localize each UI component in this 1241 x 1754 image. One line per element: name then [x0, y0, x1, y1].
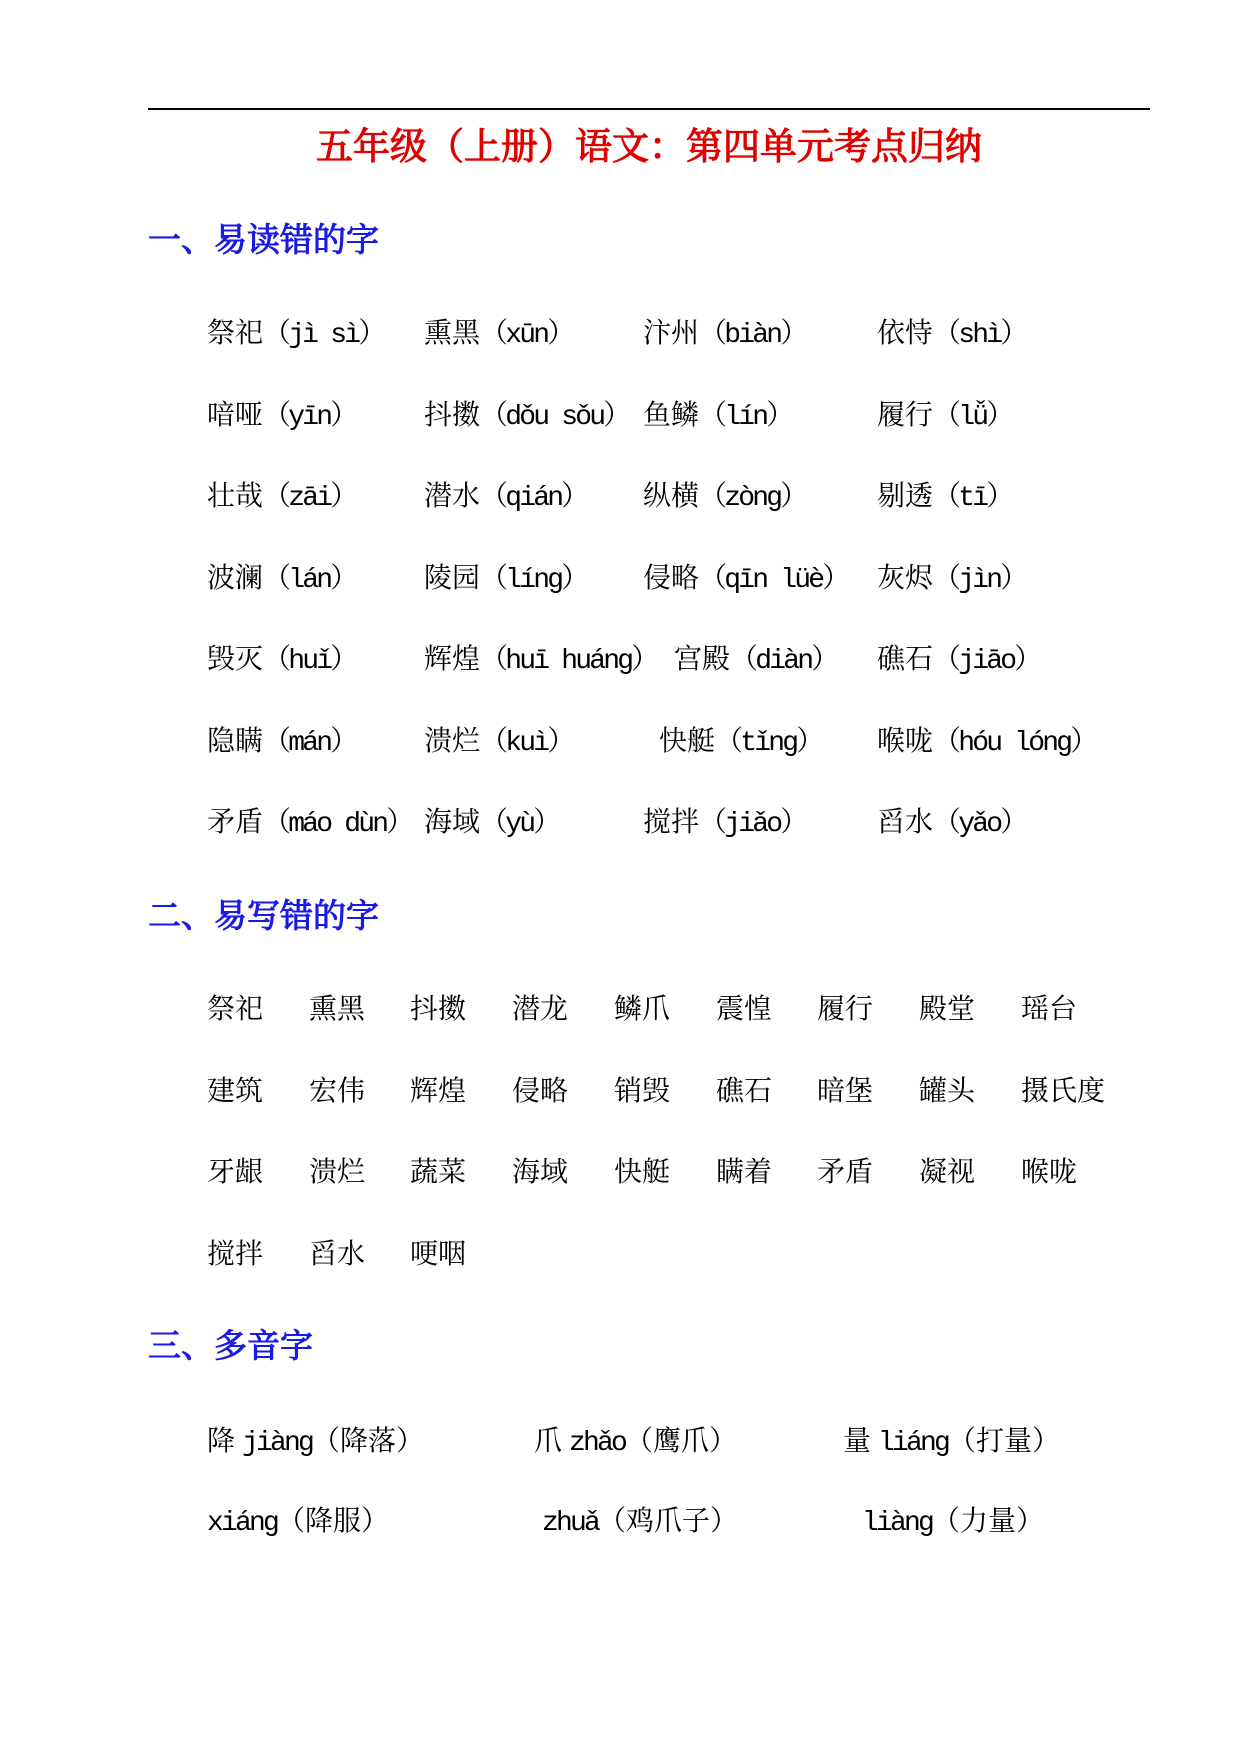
- miswritten-row: [0, 989, 1241, 1071]
- polyphone-char: 降: [207, 1424, 236, 1457]
- misread-entry: [877, 395, 1011, 438]
- entry-pinyin: （biàn）: [699, 320, 806, 351]
- entry-pinyin: （zāi）: [263, 483, 356, 514]
- misread-entry: [207, 802, 411, 845]
- entry-pinyin: （máo dùn）: [263, 809, 412, 840]
- misread-entry: [643, 313, 805, 356]
- entry-word: 搅拌: [643, 805, 700, 838]
- entry-pinyin: （diàn）: [730, 646, 837, 677]
- miswritten-word: 矛盾: [817, 1155, 874, 1189]
- polyphone-entry: [843, 1421, 1060, 1464]
- entry-word: 熏黑: [424, 316, 481, 349]
- miswritten-row: [0, 1071, 1241, 1153]
- entry-pinyin: （lán）: [263, 564, 356, 596]
- entry-pinyin: （qīn lüè）: [699, 564, 848, 596]
- miswritten-word: 宏伟: [309, 1073, 366, 1107]
- entry-pinyin: （yǎo）: [933, 809, 1026, 840]
- misread-entry: [424, 476, 586, 519]
- polyphone-pinyin: zhuǎ: [542, 1508, 599, 1539]
- entry-pinyin: （xūn）: [480, 320, 573, 351]
- entry-pinyin: （jì sì）: [263, 320, 384, 351]
- entry-word: 辉煌: [424, 642, 481, 675]
- misread-row: [0, 639, 1241, 721]
- miswritten-word: 销毁: [614, 1073, 671, 1107]
- entry-word: 壮哉: [207, 479, 264, 512]
- misread-entry: [643, 802, 805, 845]
- polyphone-example: （鹰爪）: [625, 1424, 738, 1457]
- polyphone-example: （降落）: [312, 1424, 425, 1457]
- page-title: 五年级（上册）语文：第四单元考点归纳: [316, 124, 982, 168]
- entry-word: 抖擞: [424, 397, 481, 431]
- miswritten-word: 震惶: [716, 992, 773, 1025]
- entry-pinyin: （líng）: [480, 564, 587, 596]
- misread-row: [0, 313, 1241, 395]
- polyphone-entry: [207, 1501, 389, 1544]
- entry-word: 纵横: [643, 479, 700, 512]
- misread-row: [0, 802, 1241, 884]
- entry-pinyin: （zòng）: [699, 483, 806, 514]
- misread-entry: [877, 721, 1095, 764]
- miswritten-word: 潜龙: [512, 992, 569, 1025]
- misread-row: [0, 476, 1241, 558]
- miswritten-word: 凝视: [919, 1155, 976, 1189]
- polyphone-example: （打量）: [948, 1424, 1061, 1457]
- entry-word: 依恃: [877, 316, 934, 349]
- misread-entry: [207, 639, 355, 682]
- misread-entry: [424, 721, 572, 764]
- polyphone-pinyin: zhǎo: [569, 1428, 626, 1459]
- misread-row: [0, 395, 1241, 477]
- miswritten-word: 瞒着: [716, 1155, 773, 1189]
- misread-row: [0, 721, 1241, 803]
- entry-word: 喉咙: [877, 723, 934, 757]
- miswritten-word: 抖擞: [410, 992, 467, 1025]
- entry-pinyin: （tī）: [933, 483, 1012, 514]
- miswritten-word: 祭祀: [207, 992, 264, 1025]
- miswritten-word: 侵略: [512, 1073, 569, 1107]
- polyphone-row: [0, 1421, 1241, 1501]
- misread-entry: [207, 721, 355, 764]
- entry-word: 喑哑: [207, 397, 264, 431]
- polyphone-list: [0, 1421, 1241, 1581]
- section-heading-polyphones: 三、多音字: [148, 1326, 313, 1365]
- misread-entry: [424, 313, 572, 356]
- miswritten-word: 鳞爪: [614, 992, 671, 1025]
- miswritten-word: 暗堡: [817, 1073, 874, 1107]
- entry-word: 溃烂: [424, 723, 481, 757]
- miswritten-word: 喉咙: [1021, 1155, 1078, 1189]
- entry-word: 毁灭: [207, 642, 264, 675]
- entry-word: 波澜: [207, 560, 264, 594]
- misread-entry: [659, 721, 821, 764]
- entry-word: 灰烬: [877, 560, 934, 594]
- polyphone-pinyin: xiáng: [207, 1508, 278, 1539]
- entry-word: 侵略: [643, 560, 700, 594]
- polyphone-example: （鸡爪子）: [598, 1504, 739, 1537]
- misread-entry: [207, 313, 383, 356]
- miswritten-word: 牙龈: [207, 1155, 264, 1189]
- miswritten-word: 溃烂: [309, 1155, 366, 1189]
- misread-entry: [877, 313, 1025, 356]
- misread-entry: [424, 639, 656, 682]
- entry-word: 隐瞒: [207, 723, 264, 757]
- polyphone-entry: [542, 1501, 738, 1544]
- entry-pinyin: （hóu lóng）: [933, 727, 1096, 759]
- misread-entry: [877, 802, 1025, 845]
- entry-pinyin: （lǚ）: [933, 401, 1012, 433]
- polyphone-char: 爪: [534, 1424, 563, 1457]
- miswritten-word: 快艇: [614, 1155, 671, 1189]
- entry-pinyin: （yīn）: [263, 401, 356, 433]
- miswritten-word: 礁石: [716, 1073, 773, 1107]
- entry-pinyin: （mán）: [263, 727, 356, 759]
- entry-pinyin: （qián）: [480, 483, 587, 514]
- entry-word: 剔透: [877, 479, 934, 512]
- miswritten-word: 舀水: [309, 1236, 366, 1270]
- miswritten-row: [0, 1234, 1241, 1316]
- polyphone-row: [0, 1501, 1241, 1581]
- miswritten-word: 履行: [817, 992, 874, 1025]
- misread-entry: [424, 558, 586, 601]
- miswritten-word: 哽咽: [410, 1236, 467, 1270]
- polyphone-entry: [207, 1421, 424, 1464]
- entry-pinyin: （huī huáng）: [480, 646, 657, 677]
- entry-word: 陵园: [424, 560, 481, 594]
- entry-word: 矛盾: [207, 805, 264, 838]
- entry-word: 快艇: [659, 723, 716, 757]
- polyphone-pinyin: liàng: [862, 1508, 933, 1539]
- miswritten-word: 辉煌: [410, 1073, 467, 1107]
- entry-word: 汴州: [643, 316, 700, 349]
- entry-pinyin: （kuì）: [480, 727, 573, 759]
- misread-row: [0, 558, 1241, 640]
- entry-word: 宫殿: [674, 642, 731, 675]
- polyphone-pinyin: jiàng: [242, 1428, 313, 1459]
- top-rule: [148, 108, 1150, 110]
- miswritten-word: 搅拌: [207, 1236, 264, 1270]
- miswritten-word: 海域: [512, 1155, 569, 1189]
- entry-word: 履行: [877, 397, 934, 431]
- entry-word: 海域: [424, 805, 481, 838]
- misread-entry: [643, 395, 791, 438]
- misread-entry: [207, 558, 355, 601]
- entry-pinyin: （jiǎo）: [699, 809, 806, 840]
- entry-word: 礁石: [877, 642, 934, 675]
- entry-pinyin: （huǐ）: [263, 646, 356, 677]
- miswritten-word: 摄氏度: [1021, 1073, 1106, 1107]
- miswritten-row: [0, 1152, 1241, 1234]
- misread-list: [0, 313, 1241, 884]
- miswritten-word: 建筑: [207, 1073, 264, 1107]
- misread-entry: [643, 476, 805, 519]
- polyphone-pinyin: liáng: [878, 1428, 949, 1459]
- section-heading-miswritten: 二、易写错的字: [148, 896, 379, 935]
- polyphone-char: 量: [843, 1424, 872, 1457]
- entry-pinyin: （dǒu sǒu）: [480, 401, 629, 433]
- entry-pinyin: （jìn）: [933, 564, 1026, 596]
- misread-entry: [424, 802, 558, 845]
- entry-pinyin: （lín）: [699, 401, 792, 433]
- misread-entry: [877, 476, 1011, 519]
- entry-word: 潜水: [424, 479, 481, 512]
- entry-pinyin: （yù）: [480, 809, 559, 840]
- misread-entry: [207, 476, 355, 519]
- misread-entry: [643, 558, 847, 601]
- misread-entry: [877, 639, 1039, 682]
- polyphone-example: （降服）: [277, 1504, 390, 1537]
- entry-pinyin: （tǐng）: [715, 727, 822, 759]
- miswritten-word: 蔬菜: [410, 1155, 467, 1189]
- entry-word: 祭祀: [207, 316, 264, 349]
- misread-entry: [424, 395, 628, 438]
- polyphone-example: （力量）: [932, 1504, 1045, 1537]
- entry-word: 鱼鳞: [643, 397, 700, 431]
- entry-pinyin: （shì）: [933, 320, 1026, 351]
- misread-entry: [877, 558, 1025, 601]
- misread-entry: [674, 639, 836, 682]
- section-heading-misread: 一、易读错的字: [148, 220, 379, 259]
- miswritten-word: 瑶台: [1021, 992, 1078, 1025]
- miswritten-list: [0, 989, 1241, 1315]
- miswritten-word: 殿堂: [919, 992, 976, 1025]
- miswritten-word: 罐头: [919, 1073, 976, 1107]
- polyphone-entry: [534, 1421, 737, 1464]
- miswritten-word: 熏黑: [309, 992, 366, 1025]
- entry-word: 舀水: [877, 805, 934, 838]
- misread-entry: [207, 395, 355, 438]
- entry-pinyin: （jiāo）: [933, 646, 1040, 677]
- polyphone-entry: [862, 1501, 1044, 1544]
